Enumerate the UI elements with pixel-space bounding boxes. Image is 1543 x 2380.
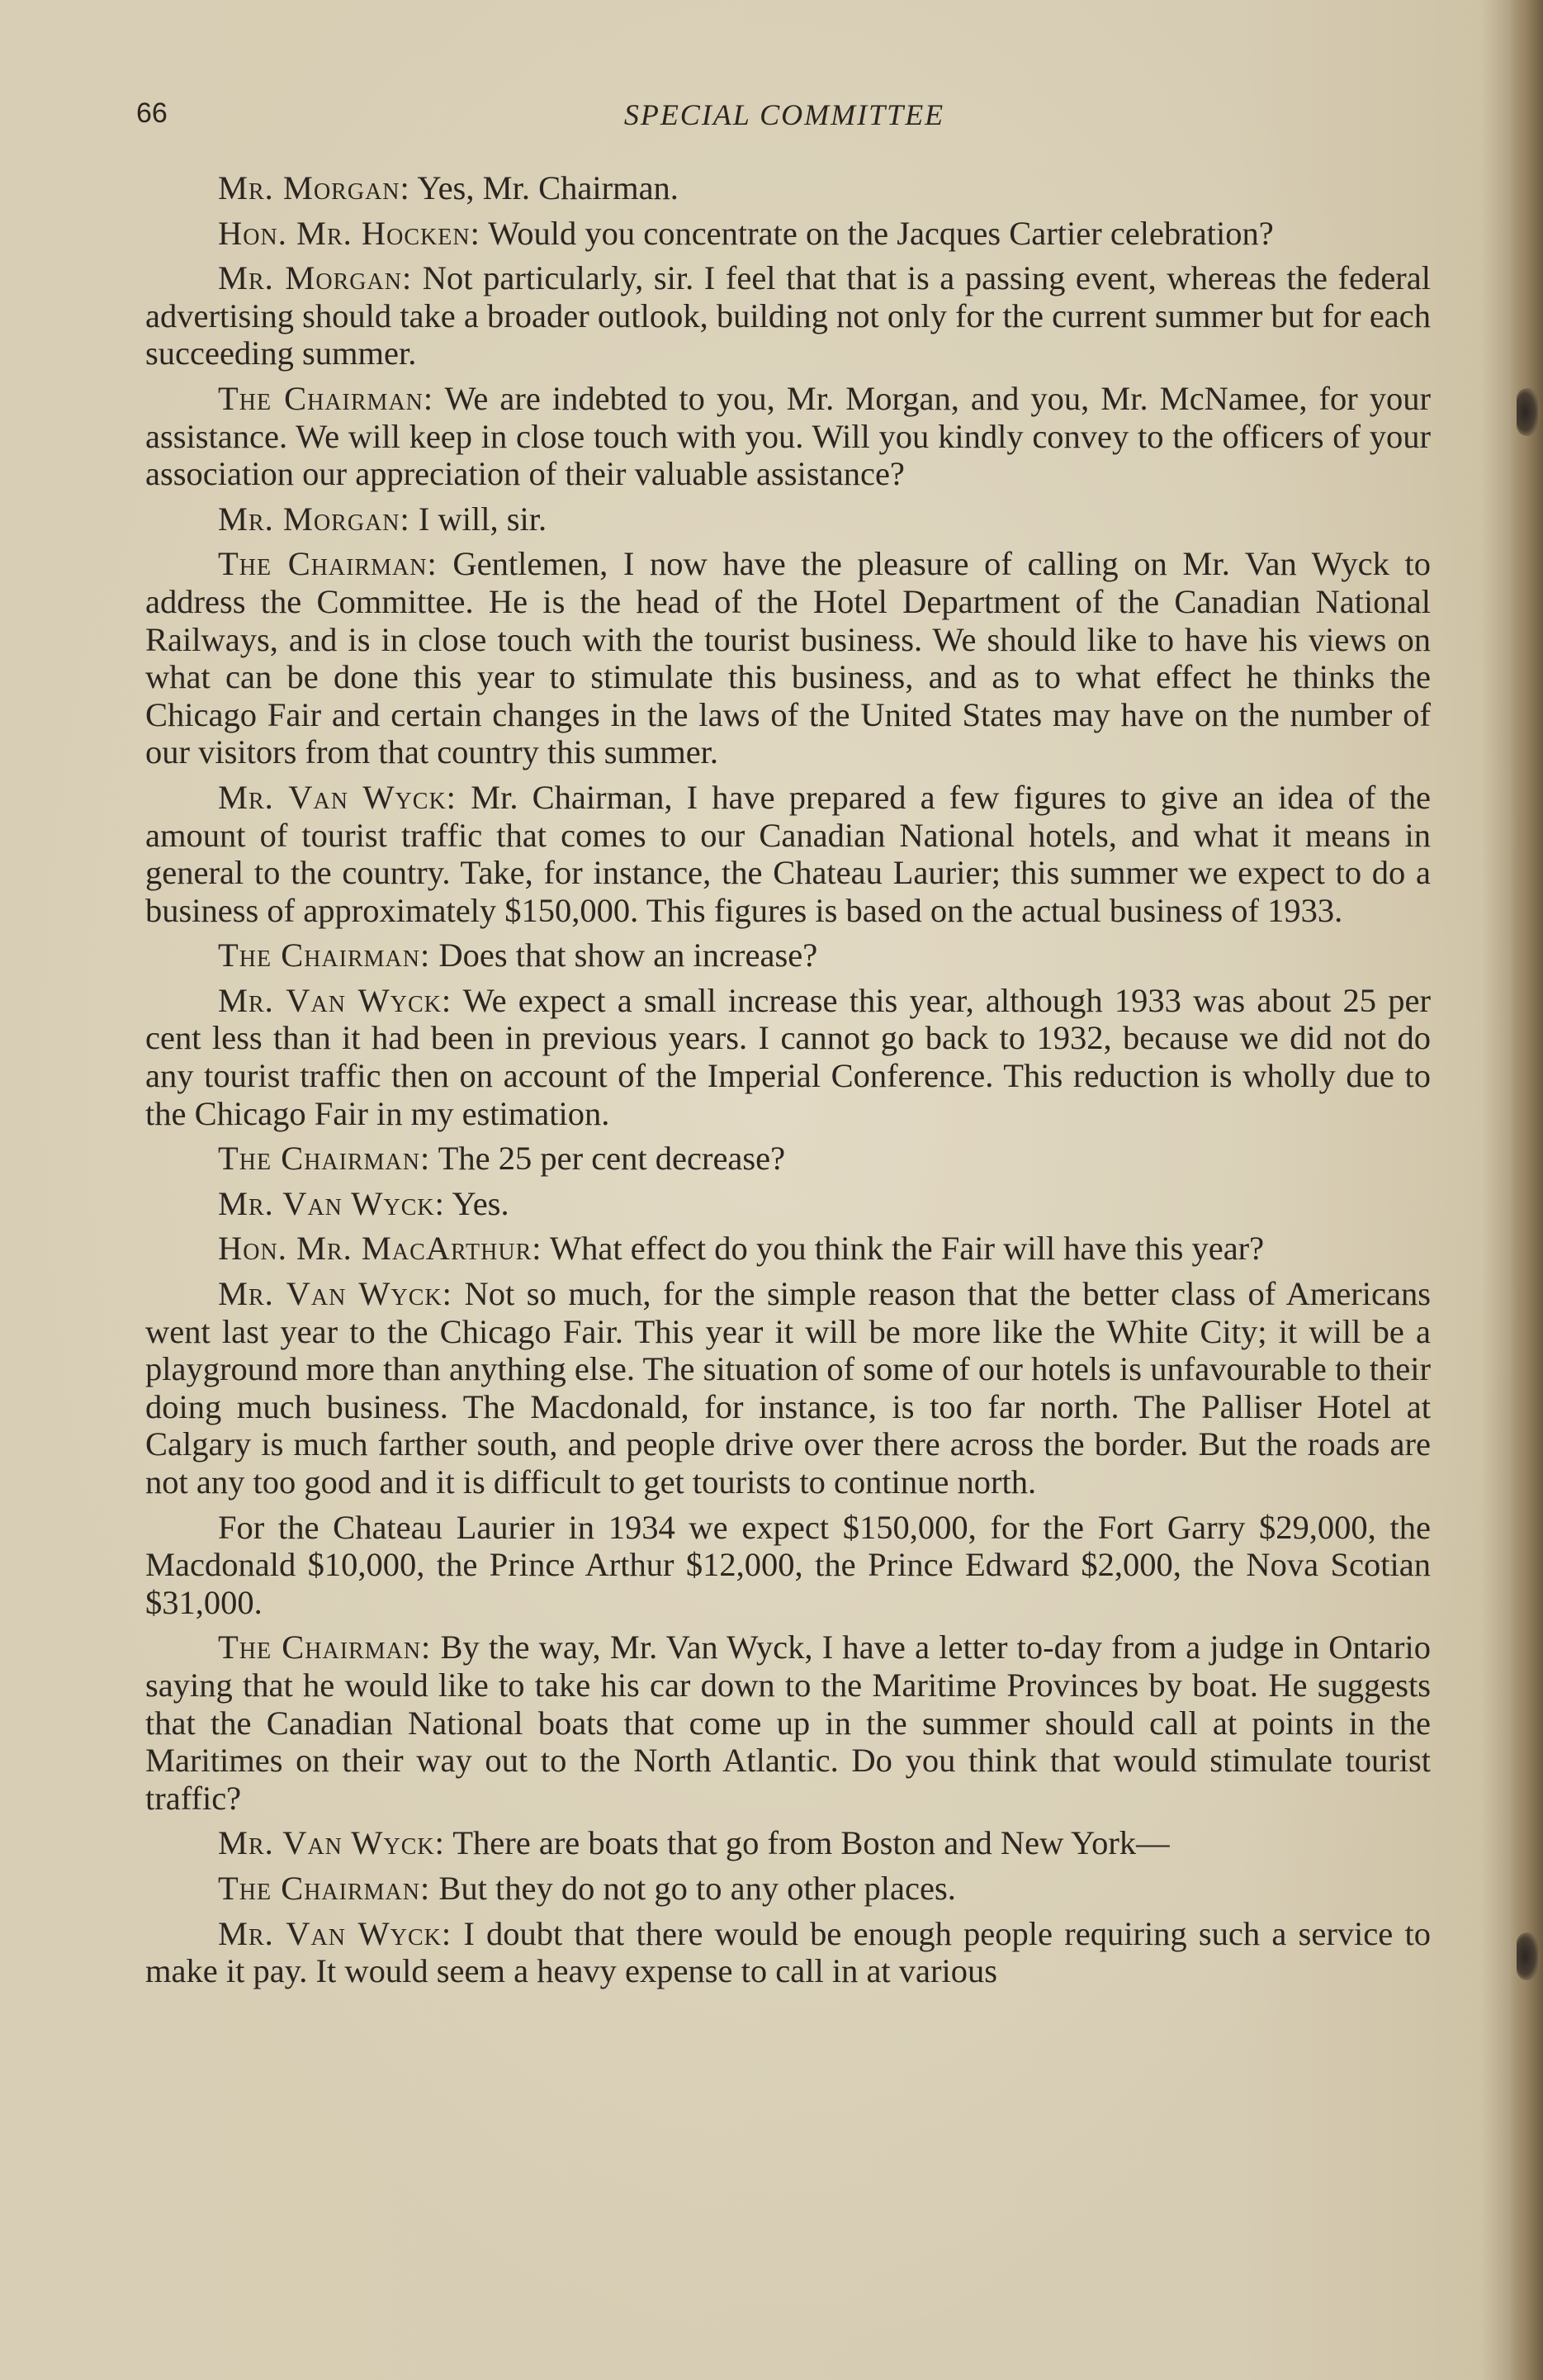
punch-hole	[1517, 388, 1538, 436]
speech-text: I doubt that there would be enough people requiring such a service to make it pay. It would seem a heavy expense to call in at various	[145, 1914, 1431, 1990]
speaker-name: The Chairman:	[218, 1140, 431, 1178]
transcript-paragraph	[145, 1915, 1431, 1990]
speech-text: By the way, Mr. Van Wyck, I have a letter to-day from a judge in Ontario saying that he would like to take his car down to the Maritime Provinces by boat. He suggests that the Canadian National boats that come up in the summer should call at points in the Maritimes on their way out to the North Atlantic. Do you think that would stimulate tourist traffic?	[145, 1629, 1432, 1817]
transcript-body	[145, 169, 1431, 1998]
transcript-paragraph	[145, 1275, 1431, 1501]
speech-text: But they do not go to any other places.	[438, 1869, 956, 1907]
speaker-name: The Chairman:	[218, 379, 434, 417]
speech-text: Would you concentrate on the Jacques Cartier celebration?	[488, 214, 1274, 252]
transcript-paragraph	[145, 259, 1431, 372]
transcript-paragraph	[145, 380, 1431, 493]
speech-text: I will, sir.	[418, 500, 547, 538]
speech-text: Not particularly, sir. I feel that that is a passing event, whereas the federal advertising should take a broader outlook, building not only for the current summer but for each succeeding summer.	[145, 259, 1432, 372]
transcript-paragraph	[145, 1824, 1431, 1862]
speech-text: Not so much, for the simple reason that the better class of Americans went last year to the Chicago Fair. This year it will be more like the White City; it will be a playground more than anything else. The situation of some of our hotels is unfavourable to their doing much business. The Macdonald, for instance, is too far north. The Palliser Hotel at Calgary is much farther south, and people drive over there across the border. But the roads are not any too good and it is difficult to get tourists to continue north.	[145, 1275, 1431, 1501]
speech-text: There are boats that go from Boston and New York—	[452, 1824, 1170, 1862]
speech-text: Yes, Mr. Chairman.	[417, 169, 679, 206]
speaker-name: Mr. Van Wyck:	[218, 778, 457, 816]
transcript-paragraph	[145, 1870, 1431, 1908]
page-number: 66	[136, 97, 168, 129]
speaker-name: Mr. Morgan:	[218, 169, 410, 206]
speech-text: Yes.	[452, 1184, 509, 1222]
speech-text: We expect a small increase this year, although 1933 was about 25 per cent less than it had been in previous years. I cannot go back to 1932, because we did not do any tourist traffic then on account of the Imperial Conference. This reduction is wholly due to the Chicago Fair in my estimation.	[145, 981, 1431, 1132]
transcript-paragraph	[145, 936, 1431, 974]
speaker-name: Mr. Van Wyck:	[218, 981, 452, 1019]
transcript-paragraph	[145, 1509, 1431, 1622]
transcript-paragraph	[145, 1140, 1431, 1178]
speaker-name: Mr. Morgan:	[218, 500, 410, 538]
transcript-paragraph	[145, 1185, 1431, 1223]
speech-text: We are indebted to you, Mr. Morgan, and you, Mr. McNamee, for your assistance. We will keep in close touch with you. Will you kindly convey to the officers of your association our appreciation of their valuable assistance?	[145, 379, 1431, 493]
speaker-name: Mr. Van Wyck:	[218, 1824, 445, 1862]
transcript-paragraph	[145, 169, 1431, 207]
speaker-name: The Chairman:	[218, 1629, 432, 1666]
speech-text: For the Chateau Laurier in 1934 we expect $150,000, for the Fort Garry $29,000, the Macdonald $10,000, the Prince Arthur $12,000, the Prince Edward $2,000, the Nova Scotian $31,000.	[145, 1508, 1431, 1621]
speaker-name: Mr. Van Wyck:	[218, 1914, 452, 1952]
speech-text: Gentlemen, I now have the pleasure of calling on Mr. Van Wyck to address the Committee. He is the head of the Hotel Department of the Canadian National Railways, and is in close touch with the tourist business. We should like to have his views on what can be done this year to stimulate this business, and as to what effect he thinks the Chicago Fair and certain changes in the laws of the United States may have on the number of our visitors from that country this summer.	[145, 545, 1432, 771]
speaker-name: Mr. Van Wyck:	[218, 1184, 445, 1222]
binding-edge	[1510, 0, 1543, 2380]
speech-text: Does that show an increase?	[438, 936, 818, 974]
transcript-paragraph	[145, 545, 1431, 771]
transcript-paragraph	[145, 1230, 1431, 1268]
speaker-name: The Chairman:	[218, 1869, 431, 1907]
page-header	[136, 97, 1432, 139]
transcript-paragraph	[145, 1629, 1431, 1817]
speaker-name: The Chairman:	[218, 545, 438, 583]
transcript-paragraph	[145, 215, 1431, 253]
transcript-paragraph	[145, 779, 1431, 929]
transcript-paragraph	[145, 500, 1431, 538]
speech-text: What effect do you think the Fair will have this year?	[549, 1230, 1265, 1268]
speaker-name: Mr. Van Wyck:	[218, 1275, 452, 1313]
punch-hole	[1517, 1932, 1538, 1980]
speaker-name: Hon. Mr. MacArthur:	[218, 1230, 542, 1268]
speaker-name: Mr. Morgan:	[218, 259, 413, 297]
transcript-paragraph	[145, 982, 1431, 1132]
speech-text: Mr. Chairman, I have prepared a few figures to give an idea of the amount of tourist traffic that comes to our Canadian National hotels, and what it means in general to the country. Take, for instance, the Chateau Laurier; this summer we expect to do a business of approximately $150,000. This figures is based on the actual business of 1933.	[145, 778, 1432, 929]
running-title: SPECIAL COMMITTEE	[623, 98, 945, 131]
speaker-name: The Chairman:	[218, 936, 431, 974]
speech-text: The 25 per cent decrease?	[438, 1140, 786, 1178]
speaker-name: Hon. Mr. Hocken:	[218, 214, 480, 252]
